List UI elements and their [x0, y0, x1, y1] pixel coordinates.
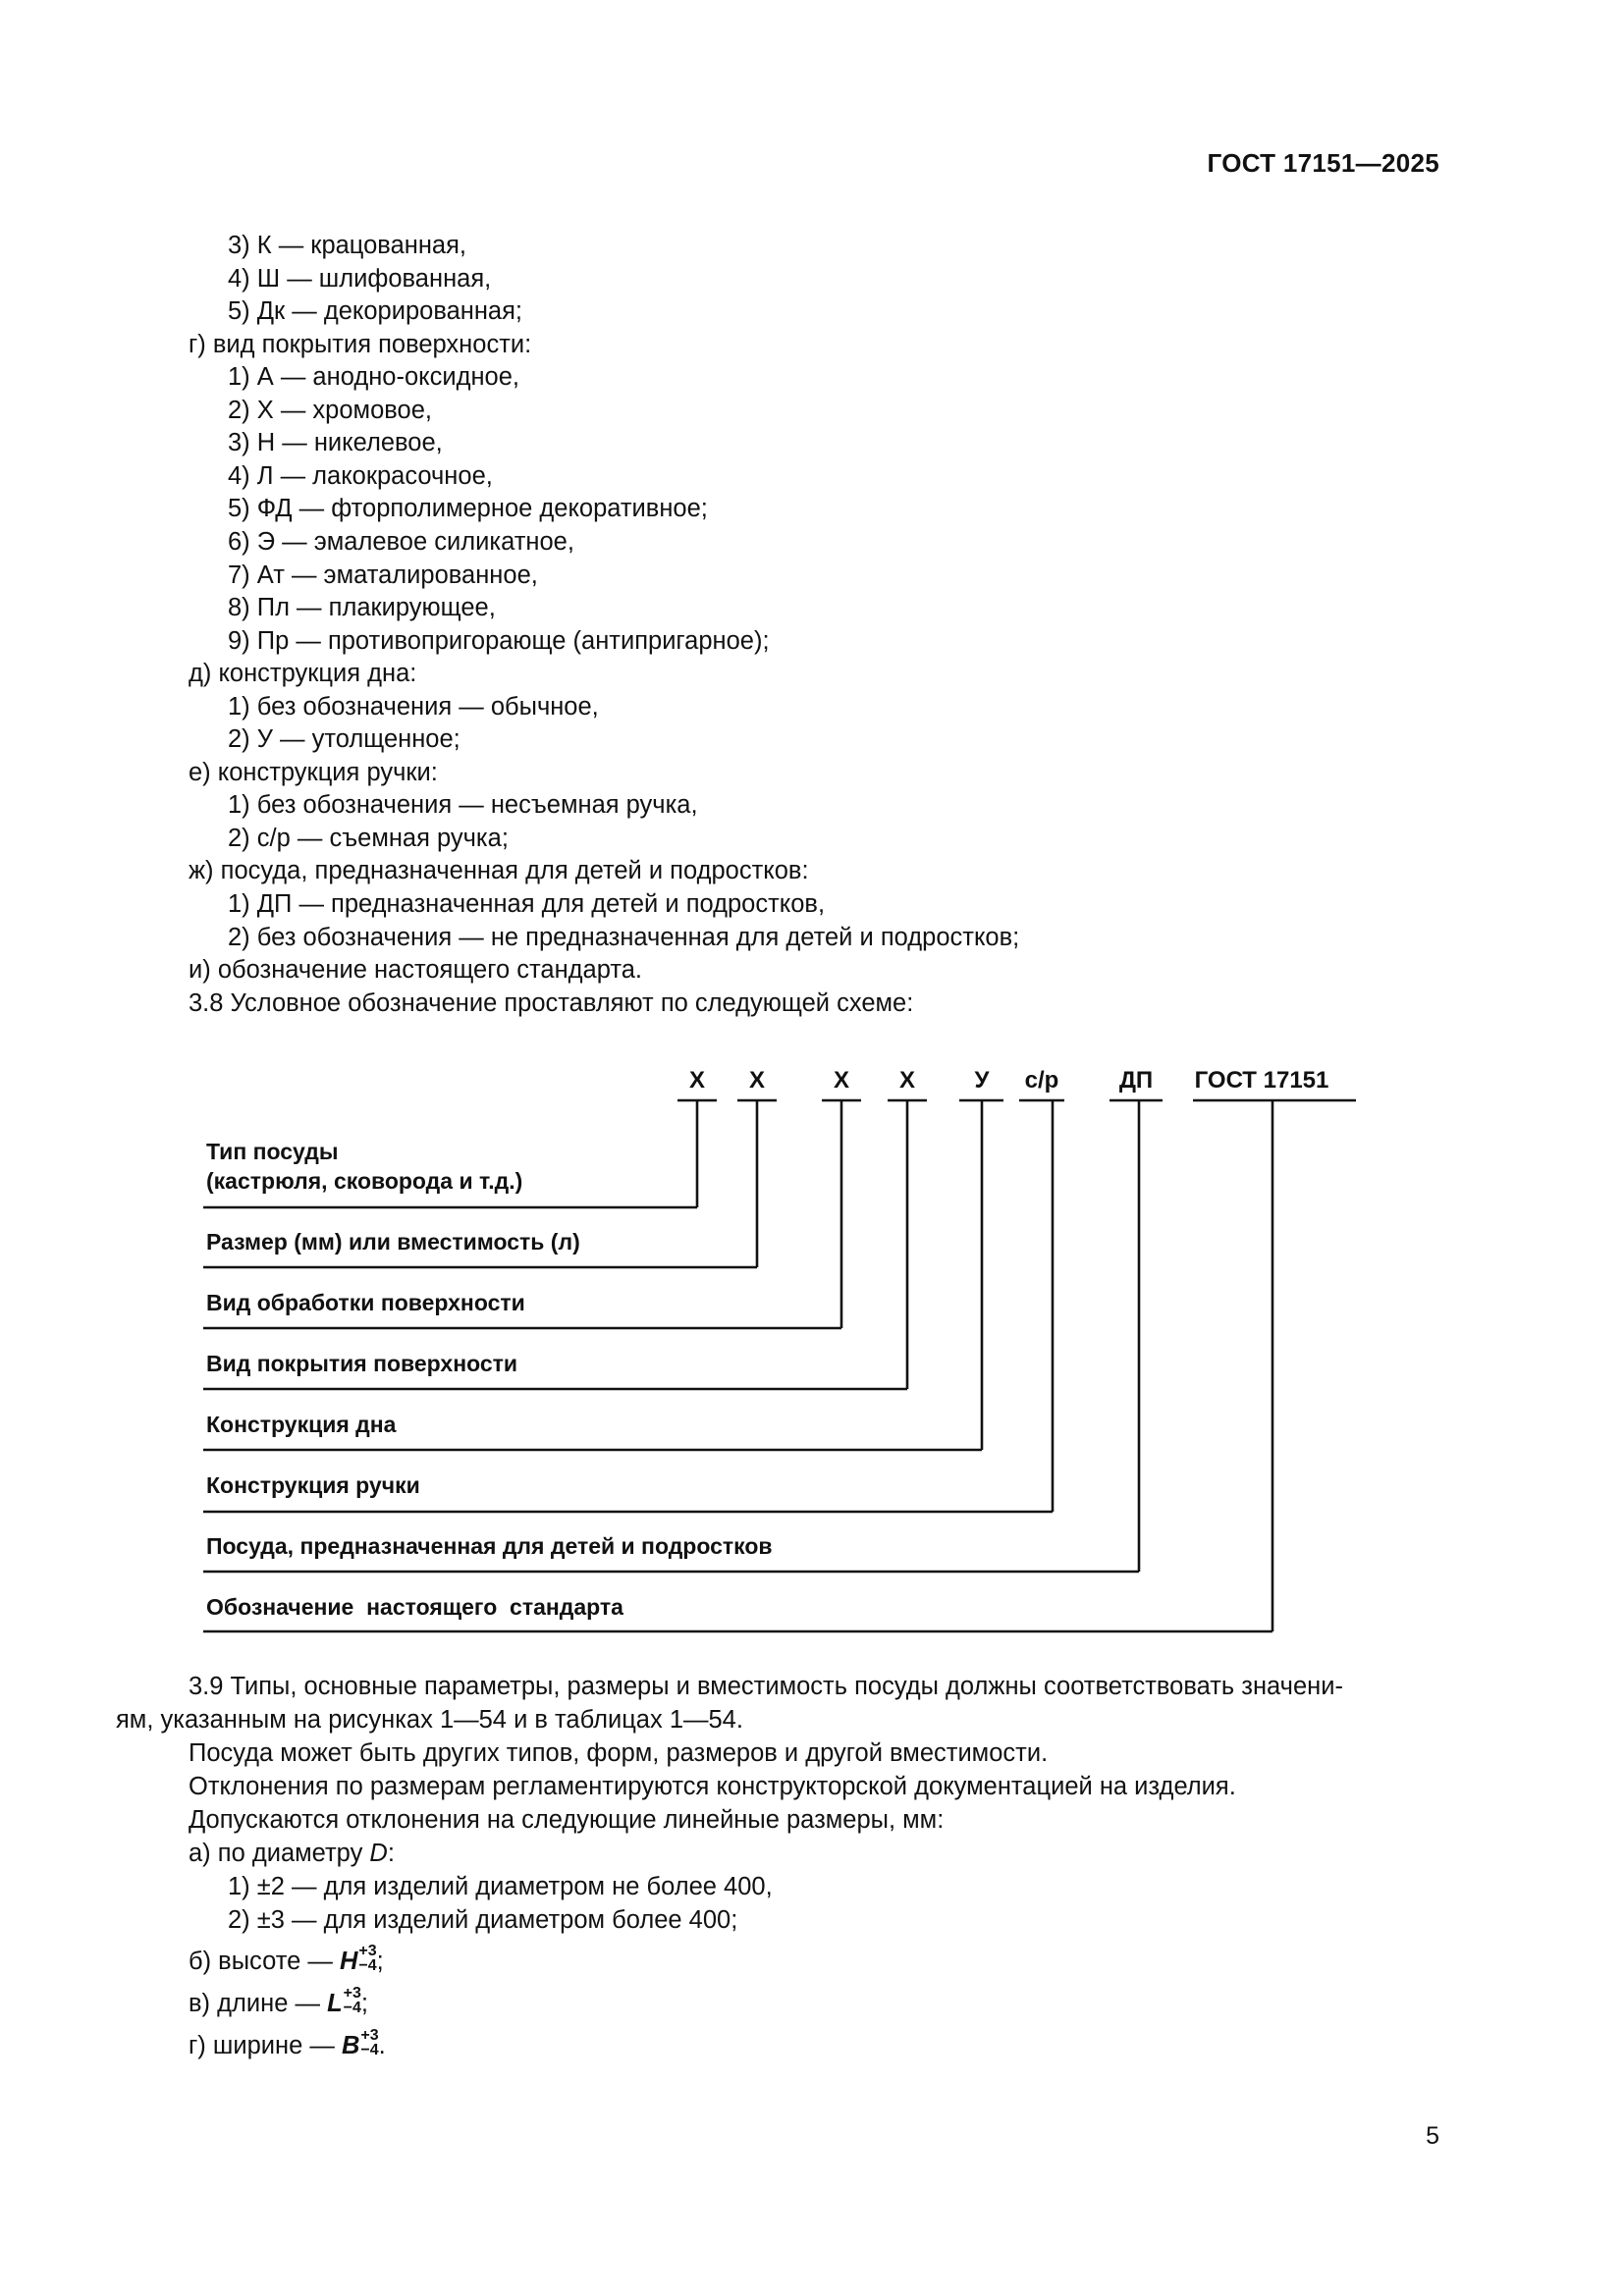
list-line: 2) без обозначения — не предназначенная для детей и подростков;: [228, 923, 1020, 951]
label-standard: Обозначение настоящего стандарта: [206, 1594, 623, 1620]
label-bottom-construction: Конструкция дна: [206, 1412, 397, 1437]
list-line: 3) Н — никелевое,: [228, 429, 443, 457]
deviation-b-end: ;: [376, 1948, 384, 1975]
length-tolerance-lower: −4: [343, 2000, 361, 2017]
deviation-item-c: [189, 1985, 368, 2021]
deviation-item-a: [189, 1838, 395, 1871]
list-line: 7) Ат — эматалированное,: [228, 561, 538, 589]
code-vessel-type: Х: [688, 1067, 706, 1094]
deviation-item-b: [189, 1943, 384, 1979]
deviation-a-suffix: :: [387, 1840, 395, 1867]
list-line: д) конструкция дна:: [189, 660, 417, 688]
list-line: 3.8 Условное обозначение проставляют по следующей схеме:: [189, 988, 914, 1017]
code-standard: ГОСТ 17151: [1194, 1067, 1329, 1094]
width-tolerance-upper: +3: [360, 2027, 379, 2045]
document-number: ГОСТ 17151—2025: [1207, 148, 1439, 178]
deviation-item-a1: 1) ±2 — для изделий диаметром не более 400,: [228, 1873, 773, 1900]
list-line: 1) А — анодно-оксидное,: [228, 363, 519, 392]
list-line: 5) ФД — фторполимерное декоративное;: [228, 495, 708, 523]
label-size: Размер (мм) или вместимость (л): [206, 1229, 580, 1255]
page-number: 5: [1426, 2122, 1439, 2150]
list-line: 1) без обозначения — обычное,: [228, 692, 599, 721]
deviation-c-prefix: в) длине —: [189, 1990, 328, 2017]
label-handle-construction: Конструкция ручки: [206, 1472, 420, 1498]
section-39-line-2: ям, указанным на рисунках 1—54 и в таблицах 1—54.: [116, 1706, 743, 1734]
list-line: 2) с/р — съемная ручка;: [228, 824, 509, 852]
section-39-line-1: 3.9 Типы, основные параметры, размеры и вместимость посуды должны соответствовать значени-: [189, 1673, 1343, 1700]
diameter-variable: D: [369, 1840, 388, 1867]
label-children: Посуда, предназначенная для детей и подростков: [206, 1533, 773, 1559]
width-tolerance-lower: −4: [360, 2042, 379, 2059]
list-line: 6) Э — эмалевое силикатное,: [228, 528, 574, 556]
section-39-para-4: Допускаются отклонения на следующие линейные размеры, мм:: [189, 1806, 945, 1834]
width-variable: B: [341, 2032, 360, 2059]
deviation-d-prefix: г) ширине —: [189, 2032, 342, 2059]
code-children: ДП: [1118, 1067, 1154, 1094]
label-vessel-type-examples: (кастрюля, сковорода и т.д.): [206, 1168, 523, 1194]
code-size: Х: [748, 1067, 766, 1094]
list-line: г) вид покрытия поверхности:: [189, 330, 532, 358]
length-tolerance: [344, 1986, 361, 2015]
section-39-para-3: Отклонения по размерам регламентируются конструкторской документацией на изделия.: [189, 1773, 1236, 1800]
code-surface-treatment: Х: [833, 1067, 850, 1094]
list-line: 4) Ш — шлифованная,: [228, 264, 492, 293]
height-tolerance: [358, 1944, 376, 1973]
list-line: 2) У — утолщенное;: [228, 725, 460, 754]
label-surface-treatment: Вид обработки поверхности: [206, 1290, 525, 1315]
deviation-a-prefix: а) по диаметру: [189, 1840, 370, 1867]
deviation-item-d: [189, 2027, 386, 2063]
deviation-item-a2: 2) ±3 — для изделий диаметром более 400;: [228, 1906, 738, 1934]
code-bottom-construction: У: [974, 1067, 990, 1094]
list-line: 5) Дк — декорированная;: [228, 297, 523, 326]
length-variable: L: [327, 1990, 343, 2017]
list-line: 9) Пр — противопригорающе (антипригарное);: [228, 626, 770, 655]
list-line: и) обозначение настоящего стандарта.: [189, 956, 642, 985]
list-line: 3) К — крацованная,: [228, 232, 466, 259]
code-handle-construction: с/р: [1024, 1067, 1059, 1094]
list-line: 8) Пл — плакирующее,: [228, 594, 496, 621]
code-surface-coating: Х: [898, 1067, 916, 1094]
list-line: 1) ДП — предназначенная для детей и подростков,: [228, 890, 826, 918]
height-variable: H: [339, 1948, 358, 1975]
list-line: 4) Л — лакокрасочное,: [228, 461, 493, 490]
width-tolerance: [360, 2028, 378, 2057]
length-tolerance-upper: +3: [343, 1985, 361, 2002]
height-tolerance-lower: −4: [358, 1957, 377, 1975]
section-39-para-2: Посуда может быть других типов, форм, размеров и другой вместимости.: [189, 1739, 1049, 1767]
list-line: е) конструкция ручки:: [189, 758, 438, 786]
height-tolerance-upper: +3: [358, 1943, 377, 1960]
list-line: 1) без обозначения — несъемная ручка,: [228, 791, 698, 820]
deviation-b-prefix: б) высоте —: [189, 1948, 340, 1975]
label-surface-coating: Вид покрытия поверхности: [206, 1351, 518, 1376]
list-line: 2) Х — хромовое,: [228, 396, 432, 424]
deviation-d-end: .: [378, 2032, 386, 2059]
list-line: ж) посуда, предназначенная для детей и подростков:: [189, 857, 809, 885]
label-vessel-type: Тип посуды: [206, 1139, 339, 1164]
deviation-c-end: ;: [360, 1990, 368, 2017]
